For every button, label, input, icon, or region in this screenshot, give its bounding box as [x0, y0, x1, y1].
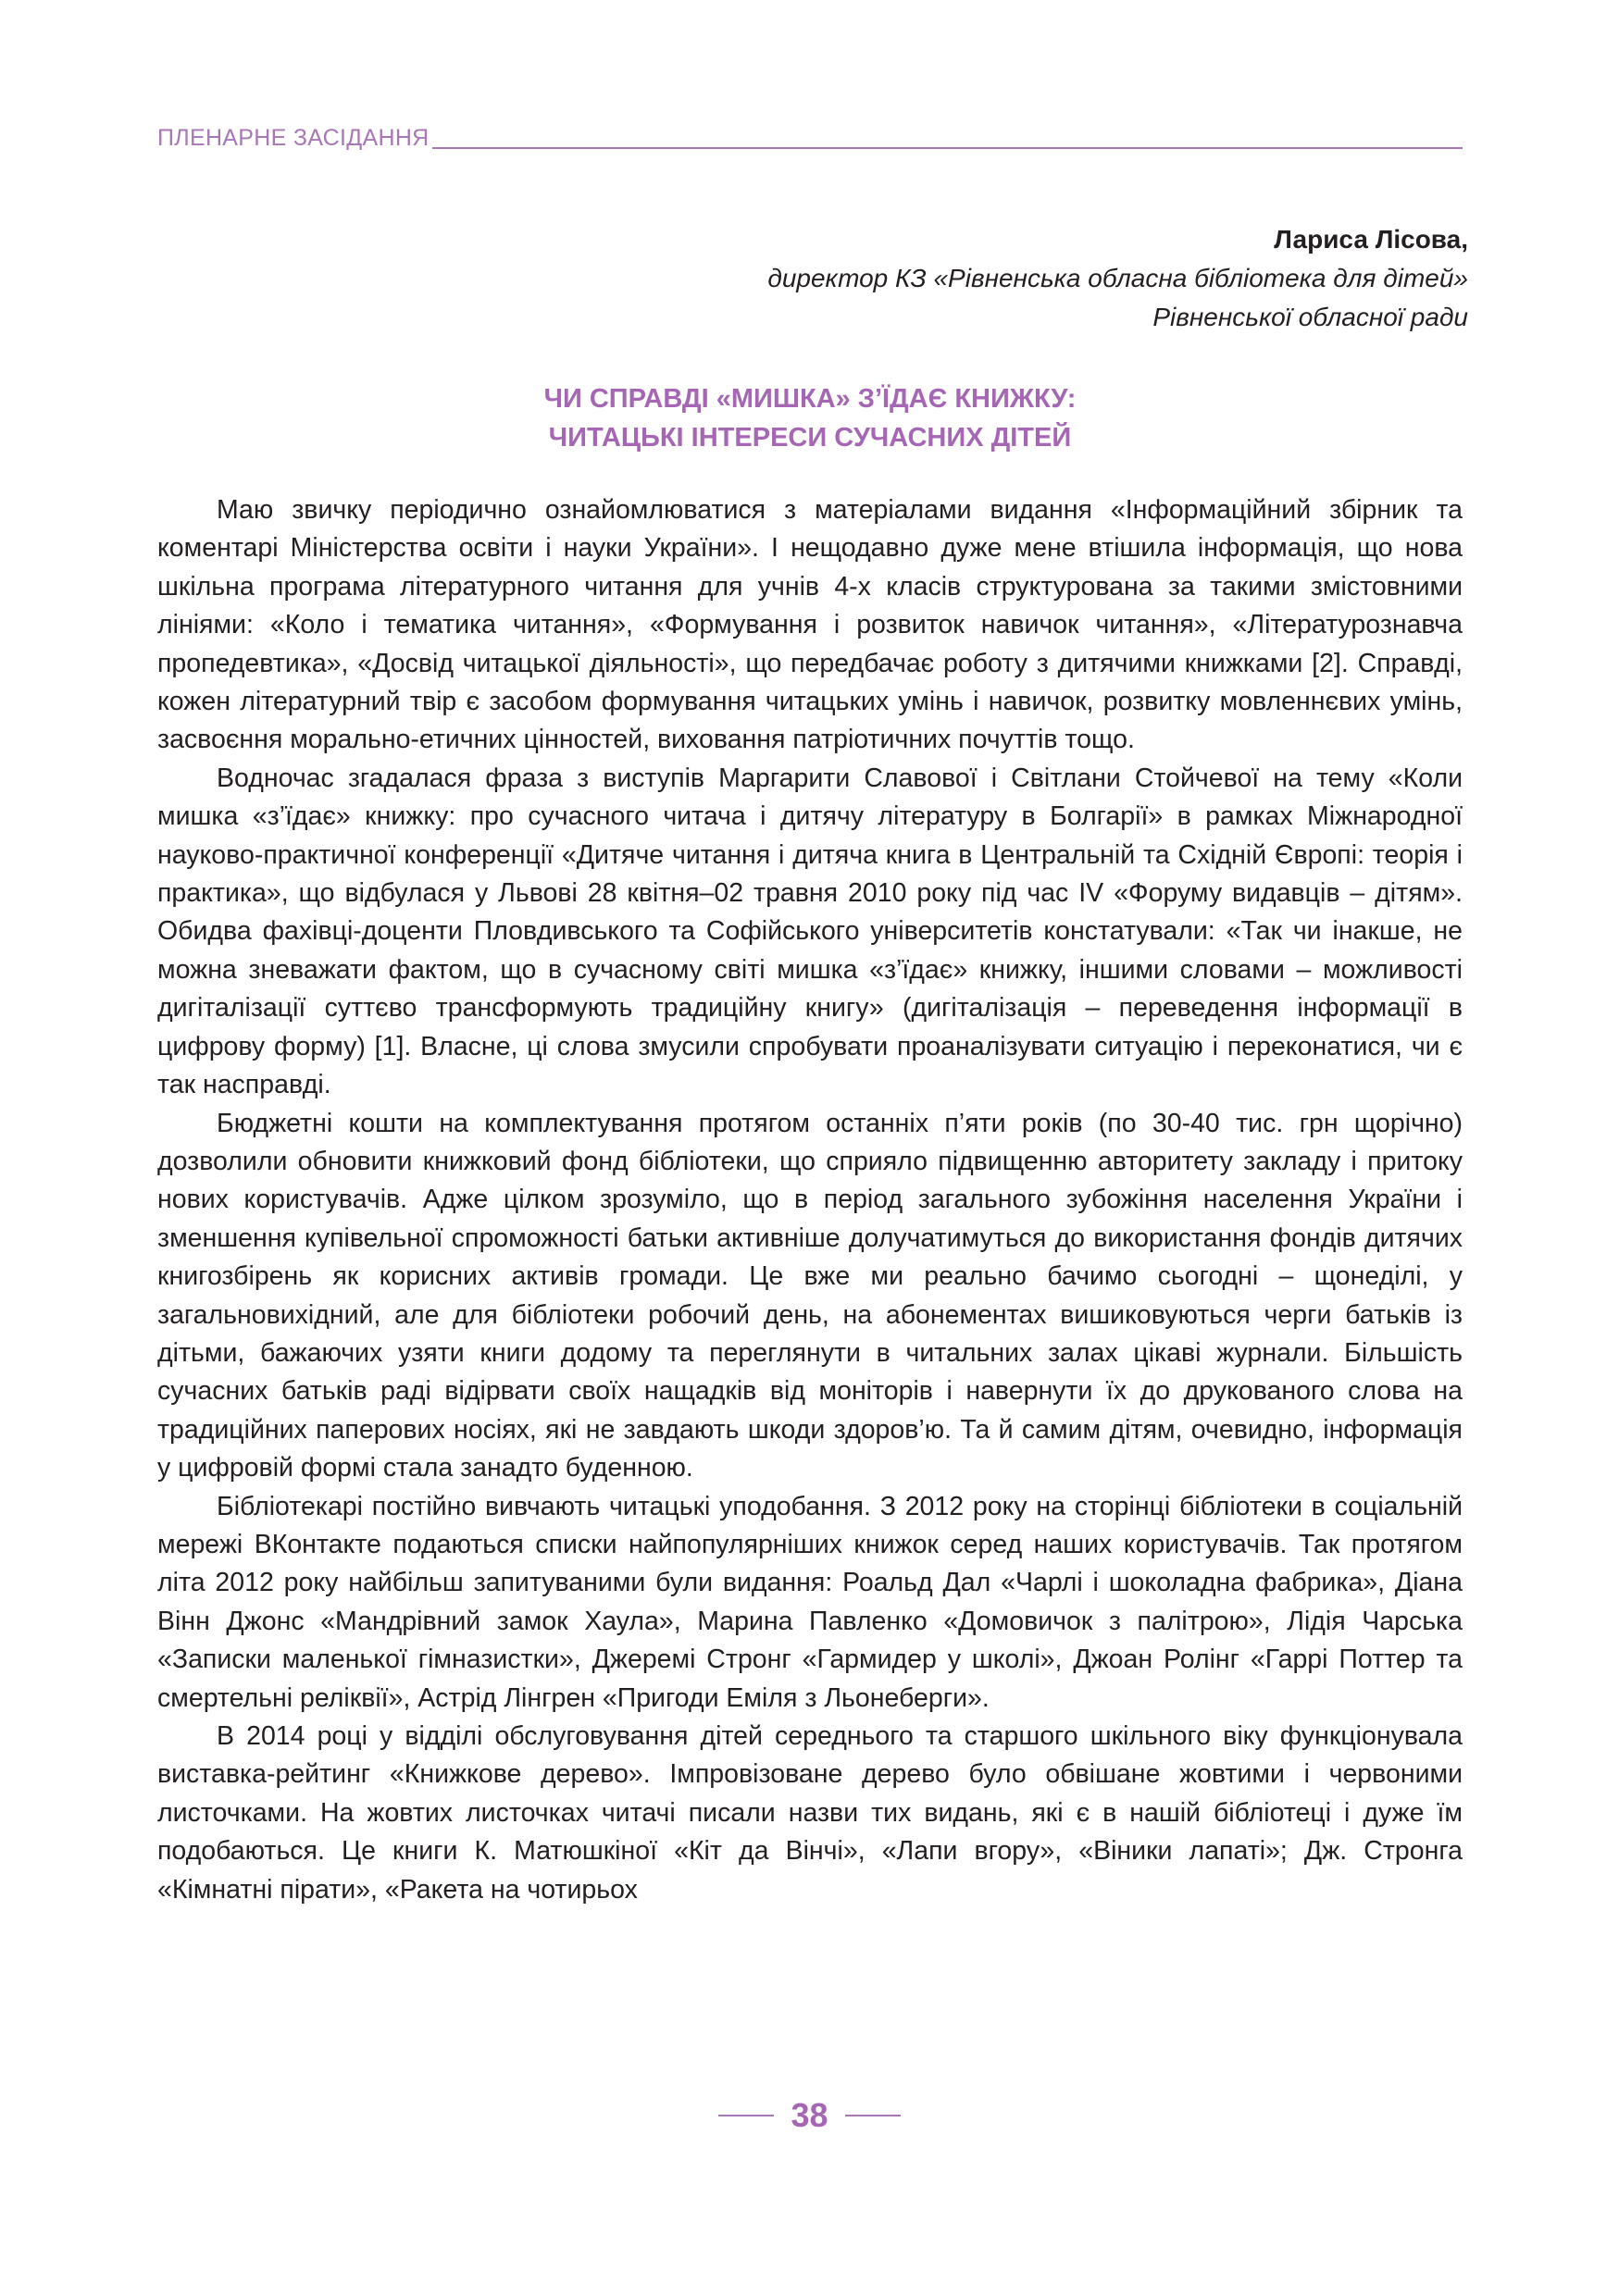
page-footer: [0, 2096, 1619, 2134]
article-title-line-2: ЧИТАЦЬКІ ІНТЕРЕСИ СУЧАСНИХ ДІТЕЙ: [548, 423, 1072, 453]
footer-rule-right: [845, 2115, 901, 2116]
author-role-line-1: директор КЗ «Рівненська обласна бібліотека для дітей»: [767, 264, 1468, 292]
running-header: [157, 124, 1463, 152]
body-paragraph: Бібліотекарі постійно вивчають читацькі уподобання. З 2012 року на сторінці бібліотеки в соціальній мережі ВКонтакте подаються списки найпопулярніших книжок серед наших користувачів. Так протягом літа 2012 року найбільш запитуваними були видання: Роальд Дал «Чарлі і шоколадна фабрика», Діана Вінн Джонс «Мандрівний замок Хаула», Марина Павленко «Домовичок з палітрою», Лідія Чарська «Записки маленької гімназистки», Джеремі Стронг «Гармидер у школі», Джоан Ролінг «Гаррі Поттер та смертельні реліквії», Астрід Лінгрен «Пригоди Еміля з Льонеберги».: [157, 1491, 1463, 1713]
page-number: 38: [791, 2096, 828, 2134]
footer-rule-left: [718, 2115, 774, 2116]
article-title: [157, 379, 1463, 457]
section-title: ПЛЕНАРНЕ ЗАСІДАННЯ: [157, 125, 430, 151]
header-rule: [432, 147, 1463, 149]
body-paragraph: Бюджетні кошти на комплектування протягом останніх п’яти років (по 30-40 тис. грн щорічно) дозволили обновити книжковий фонд бібліотеки, що сприяло підвищенню авторитету закладу і притоку нових користувачів. Адже цілком зрозуміло, що в період загального зубожіння населення України і зменшення купівельної спроможності батьки активніше долучатимуться до використання фондів дитячих книгозбірень як корисних активів громади. Це вже ми реально бачимо сьогодні – щонеділі, у загальновихідний, але для бібліотеки робочий день, на абонементах вишиковуються черги батьків із дітьми, бажаючих узяти книги додому та переглянути в читальних залах цікаві журнали. Більшість сучасних батьків раді відірвати своїх нащадків від моніторів і навернути їх до друкованого слова на традиційних паперових носіях, які не завдають шкоди здоров’ю. Та й самим дітям, очевидно, інформація у цифровій формі стала занадто буденною.: [157, 1108, 1463, 1483]
author-name: Лариса Лісова,: [1274, 225, 1468, 254]
body-paragraph: Водночас згадалася фраза з виступів Маргарити Славової і Світлани Стойчевої на тему «Коли мишка «з’їдає» книжку: про сучасного читача і дитячу літературу в Болгарії» в рамках Міжнародної науково-практичної конференції «Дитяче читання і дитяча книга в Центральній та Східній Європі: теорія і практика», що відбулася у Львові 28 квітня–02 травня 2010 року під час IV «Форуму видавців – дітям». Обидва фахівці-доценти Пловдивського та Софійського університетів констатували: «Так чи інакше, не можна зневажати фактом, що в сучасному світі мишка «з’їдає» книжку, іншими словами – можливості дигіталізації суттєво трансформують традиційну книгу» (дигіталізація – переведення інформації в цифрову форму) [1]. Власне, ці слова змусили спробувати проаналізувати ситуацію і переконатися, чи є так насправді.: [157, 763, 1463, 1100]
author-byline: [767, 220, 1468, 337]
body-paragraph: В 2014 році у відділі обслуговування дітей середнього та старшого шкільного віку функціонувала виставка-рейтинг «Книжкове дерево». Імпровізоване дерево було обвішане жовтими і червоними листочками. На жовтих листочках читачі писали назви тих видань, які є в нашій бібліотеці і дуже їм подобаються. Це книги К. Матюшкіної «Кіт да Вінчі», «Лапи вгору», «Віники лапаті»; Дж. Стронга «Кімнатні пірати», «Ракета на чотирьох: [157, 1721, 1463, 1905]
author-role-line-2: Рівненської обласної ради: [1152, 303, 1468, 331]
article-title-line-1: ЧИ СПРАВДІ «МИШКА» З’ЇДАЄ КНИЖКУ:: [543, 384, 1077, 414]
body-paragraph: Маю звичку періодично ознайомлюватися з матеріалами видання «Інформаційний збірник та коментарі Міністерства освіти і науки України». І нещодавно дуже мене втішила інформація, що нова шкільна програма літературного читання для учнів 4-х класів структурована за такими змістовними лініями: «Коло і тематика читання», «Формування і розвиток навичок читання», «Літературознавча пропедевтика», «Досвід читацької діяльності», що передбачає роботу з дитячими книжками [2]. Справді, кожен літературний твір є засобом формування читацьких умінь і навичок, розвитку мовленнєвих умінь, засвоєння морально-етичних цінностей, виховання патріотичних почуттів тощо.: [157, 495, 1463, 755]
article-body: [157, 491, 1463, 1909]
